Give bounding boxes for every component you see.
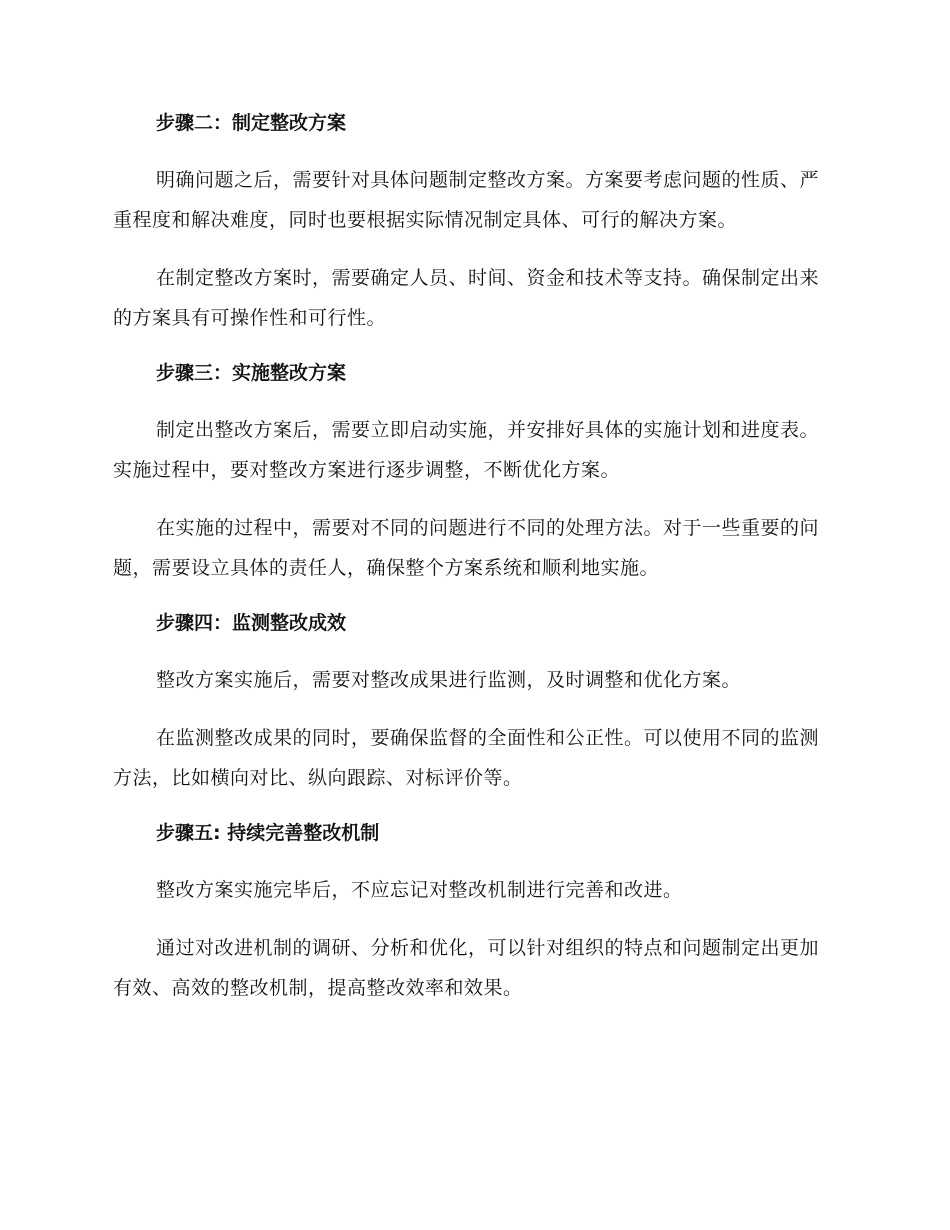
- paragraph: 制定出整改方案后，需要立即启动实施，并安排好具体的实施计划和进度表。实施过程中，要对整改方案进行逐步调整，不断优化方案。: [113, 419, 820, 481]
- paragraph: 整改方案实施后，需要对整改成果进行监测，及时调整和优化方案。: [156, 669, 742, 691]
- paragraph: 整改方案实施完毕后，不应忘记对整改机制进行完善和改进。: [156, 879, 683, 901]
- section-heading-step-3: 步骤三：实施整改方案: [156, 362, 347, 384]
- paragraph: 在制定整改方案时，需要确定人员、时间、资金和技术等支持。确保制定出来的方案具有可操作性和可行性。: [113, 267, 820, 329]
- section-heading-step-2: 步骤二：制定整改方案: [156, 112, 347, 134]
- section-heading-step-4: 步骤四：监测整改成效: [156, 612, 347, 634]
- paragraph: 通过对改进机制的调研、分析和优化，可以针对组织的特点和问题制定出更加有效、高效的整改机制，提高整改效率和效果。: [113, 937, 820, 999]
- section-heading-step-5: 步骤五: 持续完善整改机制: [156, 822, 380, 844]
- paragraph: 在监测整改成果的同时，要确保监督的全面性和公正性。可以使用不同的监测方法，比如横向对比、纵向跟踪、对标评价等。: [113, 727, 820, 789]
- paragraph: 明确问题之后，需要针对具体问题制定整改方案。方案要考虑问题的性质、严重程度和解决难度，同时也要根据实际情况制定具体、可行的解决方案。: [113, 169, 820, 231]
- document-page: [113, 106, 833, 1008]
- paragraph: 在实施的过程中，需要对不同的问题进行不同的处理方法。对于一些重要的问题，需要设立具体的责任人，确保整个方案系统和顺利地实施。: [113, 517, 820, 579]
